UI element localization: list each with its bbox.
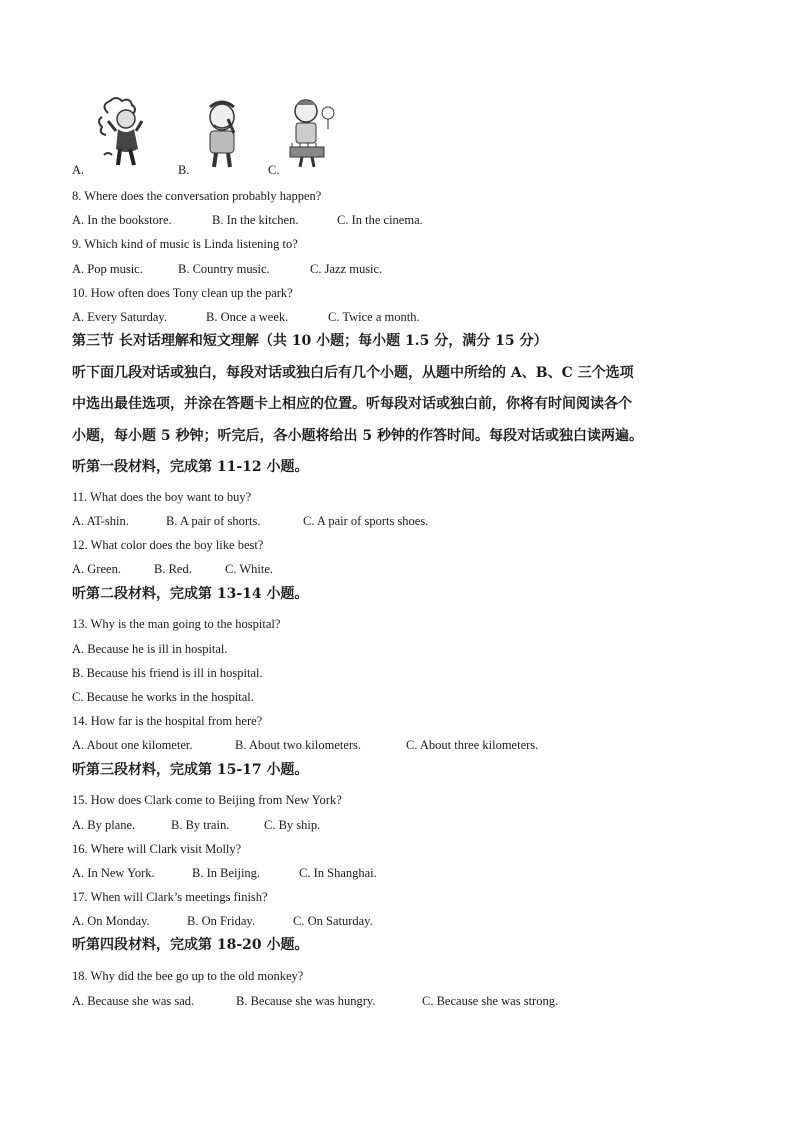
option-a[interactable]: A. Green. <box>72 562 121 576</box>
question-17-options <box>72 913 373 929</box>
question-9: 9. Which kind of music is Linda listening to? <box>72 237 298 251</box>
section-3-instructions-line-1: 听下面几段对话或独白，每段对话或独白后有几个小题，从题中所给的 A、B、C 三个选项 <box>72 365 634 381</box>
option-a[interactable]: A. AT-shin. <box>72 514 129 528</box>
option-a[interactable]: A. Every Saturday. <box>72 310 167 324</box>
part-2-heading: 听第二段材料，完成第 13-14 小题。 <box>72 586 309 602</box>
option-a[interactable]: A. Because he is ill in hospital. <box>72 642 228 656</box>
question-14-options <box>72 737 538 753</box>
option-c[interactable]: C. About three kilometers. <box>406 738 539 752</box>
option-a[interactable]: A. By plane. <box>72 818 136 832</box>
question-10: 10. How often does Tony clean up the park? <box>72 286 293 300</box>
option-b[interactable]: B. Because she was hungry. <box>236 994 376 1008</box>
question-15: 15. How does Clark come to Beijing from New York? <box>72 793 342 807</box>
option-a[interactable]: A. In the bookstore. <box>72 213 172 227</box>
option-a[interactable]: A. Because she was sad. <box>72 994 195 1008</box>
section-3-title: 第三节 长对话理解和短文理解（共 10 小题；每小题 1.5 分，满分 15 分） <box>72 333 548 349</box>
option-b[interactable]: B. A pair of shorts. <box>166 514 261 528</box>
section-3-instructions-line-2: 中选出最佳选项，并涂在答题卡上相应的位置。听每段对话或独白前，你将有时间阅读各个 <box>72 396 632 412</box>
option-a[interactable]: A. In New York. <box>72 866 155 880</box>
question-8: 8. Where does the conversation probably happen? <box>72 189 322 203</box>
option-b[interactable]: B. Red. <box>154 562 192 576</box>
option-c[interactable]: C. By ship. <box>264 818 321 832</box>
question-12: 12. What color does the boy like best? <box>72 538 264 552</box>
option-c[interactable]: C. In the cinema. <box>337 213 423 227</box>
option-b[interactable]: B. Once a week. <box>206 310 289 324</box>
option-a[interactable]: A. Pop music. <box>72 262 143 276</box>
question-8-options <box>72 212 423 228</box>
question-13: 13. Why is the man going to the hospital? <box>72 617 281 631</box>
option-b[interactable]: B. About two kilometers. <box>235 738 362 752</box>
person-with-birthday-cake-icon <box>282 95 342 175</box>
option-c[interactable]: C. Because she was strong. <box>422 994 559 1008</box>
option-b[interactable]: B. On Friday. <box>187 914 255 928</box>
option-c[interactable]: C. Twice a month. <box>328 310 420 324</box>
question-9-options <box>72 261 382 277</box>
part-3-heading: 听第三段材料，完成第 15-17 小题。 <box>72 762 309 778</box>
part-1-heading: 听第一段材料，完成第 11-12 小题。 <box>72 459 309 475</box>
option-b[interactable]: B. Because his friend is ill in hospital. <box>72 666 263 680</box>
option-c[interactable]: C. White. <box>225 562 274 576</box>
question-11-options <box>72 513 428 529</box>
option-b[interactable]: B. By train. <box>171 818 230 832</box>
option-b[interactable]: B. In the kitchen. <box>212 213 299 227</box>
section-3-instructions-line-3: 小题，每小题 5 秒钟；听完后，各小题将给出 5 秒钟的作答时间。每段对话或独白读两遍。 <box>72 428 643 444</box>
part-4-heading: 听第四段材料，完成第 18-20 小题。 <box>72 937 309 953</box>
option-a[interactable]: A. On Monday. <box>72 914 150 928</box>
picture-options <box>72 95 372 177</box>
option-c[interactable]: C. Because he works in the hospital. <box>72 690 254 704</box>
question-12-options <box>72 561 273 577</box>
question-18-options <box>72 993 558 1009</box>
option-c[interactable]: C. Jazz music. <box>310 262 383 276</box>
person-with-toothache-icon <box>192 95 252 175</box>
option-c[interactable]: C. In Shanghai. <box>299 866 377 880</box>
question-17: 17. When will Clark’s meetings finish? <box>72 890 268 904</box>
picture-label-c: C. <box>268 163 280 177</box>
picture-label-a: A. <box>72 163 85 177</box>
question-18: 18. Why did the bee go up to the old monkey? <box>72 969 304 983</box>
question-16-options <box>72 865 377 881</box>
option-b[interactable]: B. Country music. <box>178 262 270 276</box>
question-14: 14. How far is the hospital from here? <box>72 714 263 728</box>
option-b[interactable]: B. In Beijing. <box>192 866 261 880</box>
option-c[interactable]: C. On Saturday. <box>293 914 373 928</box>
person-with-headache-icon <box>90 95 160 175</box>
question-10-options <box>72 309 420 325</box>
option-a[interactable]: A. About one kilometer. <box>72 738 193 752</box>
question-11: 11. What does the boy want to buy? <box>72 490 252 504</box>
question-16: 16. Where will Clark visit Molly? <box>72 842 242 856</box>
question-15-options <box>72 817 320 833</box>
option-c[interactable]: C. A pair of sports shoes. <box>303 514 429 528</box>
picture-label-b: B. <box>178 163 190 177</box>
